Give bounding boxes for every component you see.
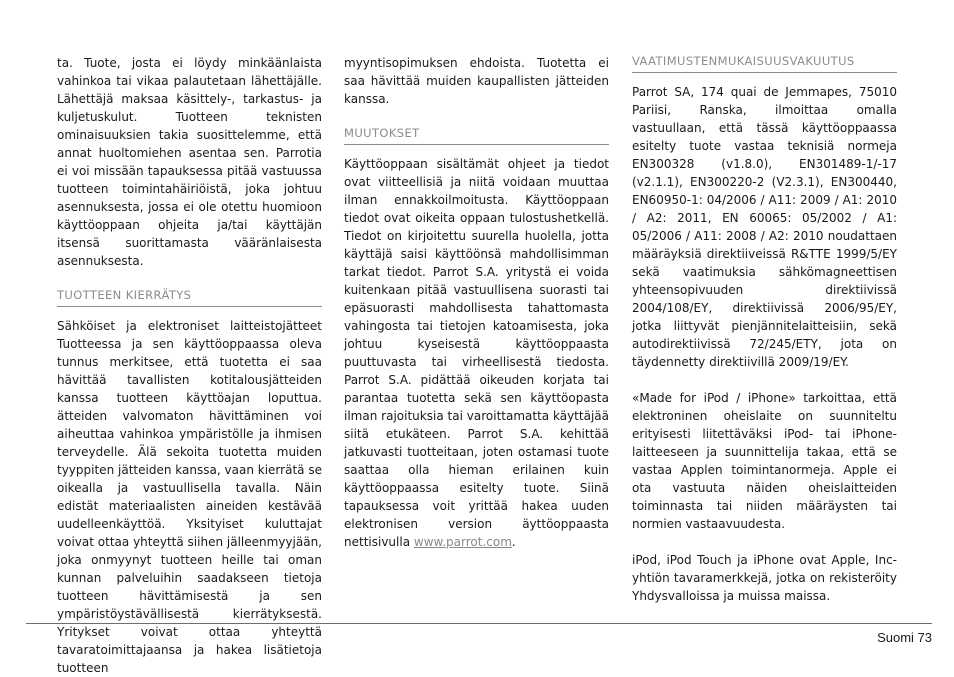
footer-divider (26, 623, 932, 624)
ipod-paragraph: «Made for iPod / iPhone» tarkoittaa, että elektroninen oheislaite on suunniteltu erityisesti liitettäväksi iPod- tai iPhone-laitteeseen ja suunnittelija takaa, että se vastaa Applen toimintanormeja. Apple ei ota vastuuta näiden oheislaitteiden toiminnasta tai niiden määräysten tai normien vastaavuudesta. (632, 391, 897, 531)
recycling-heading: TUOTTEEN KIERRÄTYS (57, 288, 322, 307)
column-2 (344, 54, 609, 551)
warranty-continuation-paragraph: ta. Tuote, josta ei löydy minkäänlaista vahinkoa tai vikaa palautetaan lähettäjälle. Lähettäjä maksaa käsittely-, tarkastus- ja kuljetuskulut. Tuotteen teknisten ominaisuuksien takia suosittelemme, että annat huoltomiehen asentaa sen. Parrotia ei voi missään tapauksessa pitää vastuussa tuotteen toimintahäiriöistä, joka johtuu asennuksesta, jossa ei ole otettu huomioon käyttöoppaan ohjeita ja/tai käyttäjän itsensä suorittamasta vääränlaisesta asennuksesta. (57, 56, 322, 268)
page-number: Suomi 73 (877, 630, 932, 645)
changes-end: . (511, 535, 516, 549)
recycling-paragraph: Sähköiset ja elektroniset laitteistojätteet Tuotteessa ja sen käyttöoppaassa oleva tunnus merkitsee, että tuotetta ei saa hävittää tavallisten kotitalousjätteiden kanssa tuotteen käyttöajan loputtua. ätteiden valvomaton hävittäminen voi aiheuttaa vahinkoa ympäristölle ja ihmisen terveydelle. Älä sekoita tuotetta muiden tyyppiten jätteiden kanssa, vaan kierrätä se oikealla ja vastuullisella tavalla. Näin edistät materiaalisten aineiden kestävää uudelleenkäyttöä. Yksityiset kuluttajat voivat ottaa yhteyttä siihen jälleenmyyjään, joka onmyynyt tuotteen heille tai oman kunnan palveluihin saadakseen tietoja tuotteen hävittämisestä ja sen ympäristöystävällisestä kierrätyksestä. Yritykset voivat ottaa yhteyttä tavaratoimittajaansa ja hakea lisätietoja tuotteen (57, 319, 322, 675)
trademark-paragraph: iPod, iPod Touch ja iPhone ovat Apple, Inc-yhtiön tavaramerkkejä, jotka on rekisteröity Yhdysvalloissa ja muissa maissa. (632, 553, 897, 603)
sales-terms-paragraph: myyntisopimuksen ehdoista. Tuotetta ei saa hävittää muiden kaupallisten jätteiden kanssa. (344, 56, 609, 106)
changes-paragraph (344, 155, 609, 551)
changes-text: Käyttöoppaan sisältämät ohjeet ja tiedot ovat viitteellisiä ja niitä voidaan muuttaa ilman ennakkoilmoitusta. Käyttöoppaan tiedot ovat oikeita oppaan tulostushetkellä. Tiedot on kirjoitettu suurella huolella, jotta käyttäjä saisi käyttöönsä mahdollisimman tarkat tiedot. Parrot S.A. yritystä ei voida kuitenkaan pitää vastuullisena suorasti tai epäsuorasti mahdollisesta tahattomasta vahingosta tai tietojen katoamisesta, joka johtuu kyseisestä käyttöoppaasta puuttuvasta tai virheellisestä tiedosta. Parrot S.A. pidättää oikeuden korjata tai parantaa tuotetta sekä sen käyttöopasta ilman rajoituksia tai varoittamatta käyttäjää siitä etukäteen. Parrot S.A. kehittää jatkuvasti tuotteitaan, joten ostamasi tuote saattaa olla hieman erilainen kuin käyttöoppaassa esitelty tuote. Siinä tapauksessa voit yrittää hakea uuden elektronisen version äyttöoppaasta nettisivulla (344, 157, 609, 549)
conformity-heading: VAATIMUSTENMUKAISUUSVAKUUTUS (632, 54, 897, 73)
parrot-website-link[interactable]: www.parrot.com (413, 535, 512, 549)
column-3 (632, 54, 897, 605)
changes-heading: MUUTOKSET (344, 126, 609, 145)
column-1 (57, 54, 322, 677)
conformity-paragraph: Parrot SA, 174 quai de Jemmapes, 75010 Pariisi, Ranska, ilmoittaa omalla vastuullaan, että tässä käyttöoppaassa esitelty tuote vastaa teknisiä normeja EN300328 (v1.8.0), EN301489-1/-17 (v2.1.1), EN300220-2 (V2.3.1), EN300440, EN60950-1: 04/2006 / A11: 2009 / A1: 2010 / A2: 2011, EN 60065: 05/2002 / A1: 05/2006 / A11: 2008 / A2: 2010 noudattaen määräyksiä direktiiveissä R&TTE 1999/5/EY sekä vaatimuksia sähkömagneettisen yhteensopivuuden direktiivissä 2004/108/EY, direktiivissä 2006/95/EY, jotka liittyvät pienjännitelaitteisiin, sekä autodirektiivissä 72/245/ETY, jota on täydennetty direktiivillä 2009/19/EY. (632, 85, 897, 369)
